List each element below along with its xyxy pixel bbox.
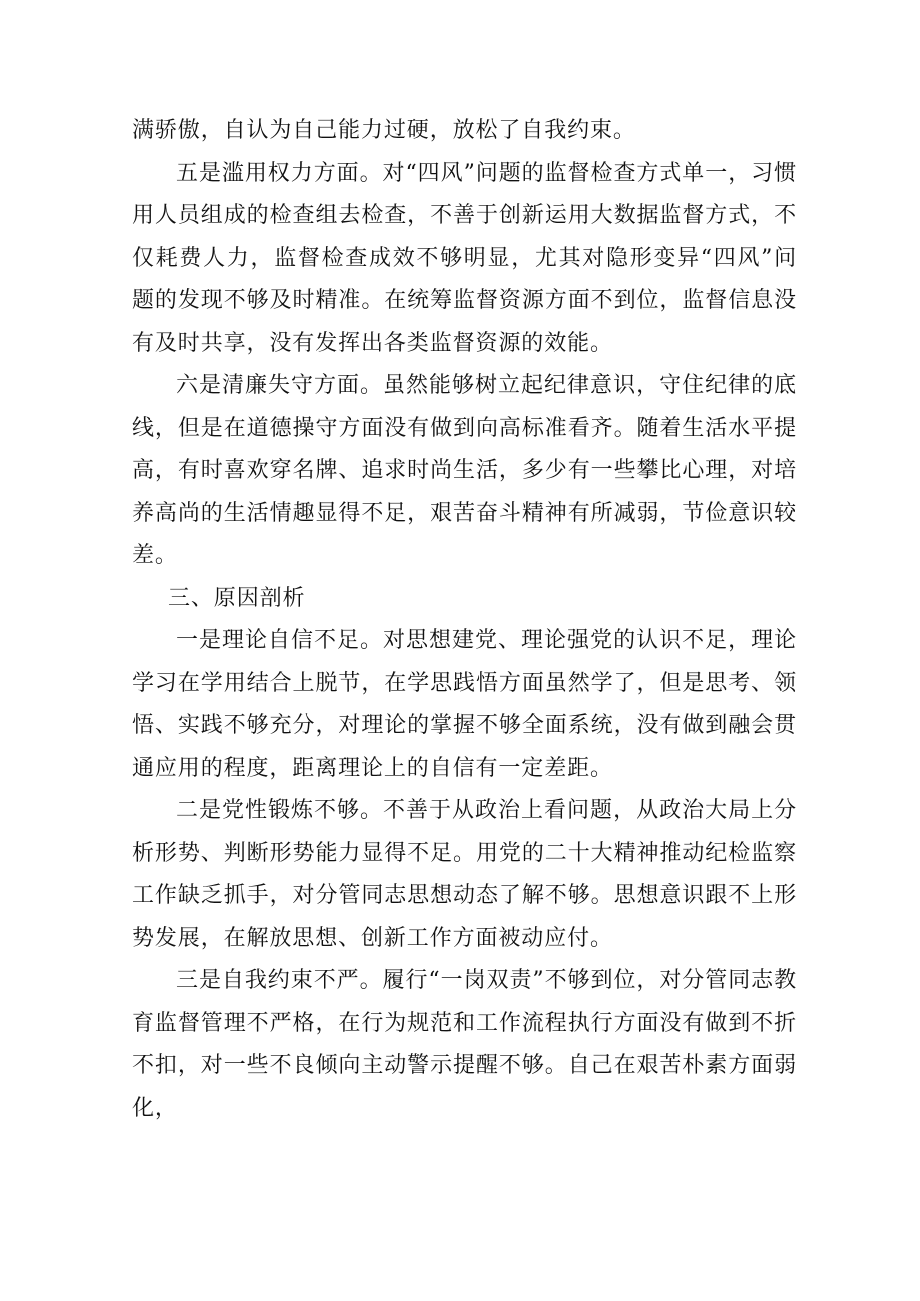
paragraph-continuation: 满骄傲，自认为自己能力过硬，放松了自我约束。 bbox=[132, 118, 636, 143]
section-heading-cause-analysis: 三、原因剖析 bbox=[168, 585, 306, 611]
paragraph-party-spirit: 二是党性锻炼不够。不善于从政治上看问题，从政治大局上分析形势、判断形势能力显得不足。用党的二十大精神推动纪检监察工作缺乏抓手，对分管同志思想动态了解不够。思想意识跟不上形势发展，在解放思想、创新工作方面被动应付。 bbox=[132, 798, 797, 951]
document-body bbox=[132, 110, 797, 1130]
paragraph-theoretical-confidence: 一是理论自信不足。对思想建党、理论强党的认识不足，理论学习在学用结合上脱节，在学思践悟方面虽然学了，但是思考、领悟、实践不够充分，对理论的掌握不够全面系统，没有做到融会贯通应用的程度，距离理论上的自信有一定差距。 bbox=[132, 628, 797, 781]
paragraph-abuse-of-power: 五是滥用权力方面。对“四风”问题的监督检查方式单一，习惯用人员组成的检查组去检查，不善于创新运用大数据监督方式，不仅耗费人力，监督检查成效不够明显，尤其对隐形变异“四风”问题的发现不够及时精准。在统筹监督资源方面不到位，监督信息没有及时共享，没有发挥出各类监督资源的效能。 bbox=[132, 160, 797, 356]
paragraph-self-discipline: 三是自我约束不严。履行“一岗双责”不够到位，对分管同志教育监督管理不严格，在行为规范和工作流程执行方面没有做到不折不扣，对一些不良倾向主动警示提醒不够。自己在艰苦朴素方面弱化， bbox=[132, 968, 797, 1121]
paragraph-integrity-lapse: 六是清廉失守方面。虽然能够树立起纪律意识，守住纪律的底线，但是在道德操守方面没有做到向高标准看齐。随着生活水平提高，有时喜欢穿名牌、追求时尚生活，多少有一些攀比心理，对培养高尚的生活情趣显得不足，艰苦奋斗精神有所减弱，节俭意识较差。 bbox=[132, 373, 797, 568]
